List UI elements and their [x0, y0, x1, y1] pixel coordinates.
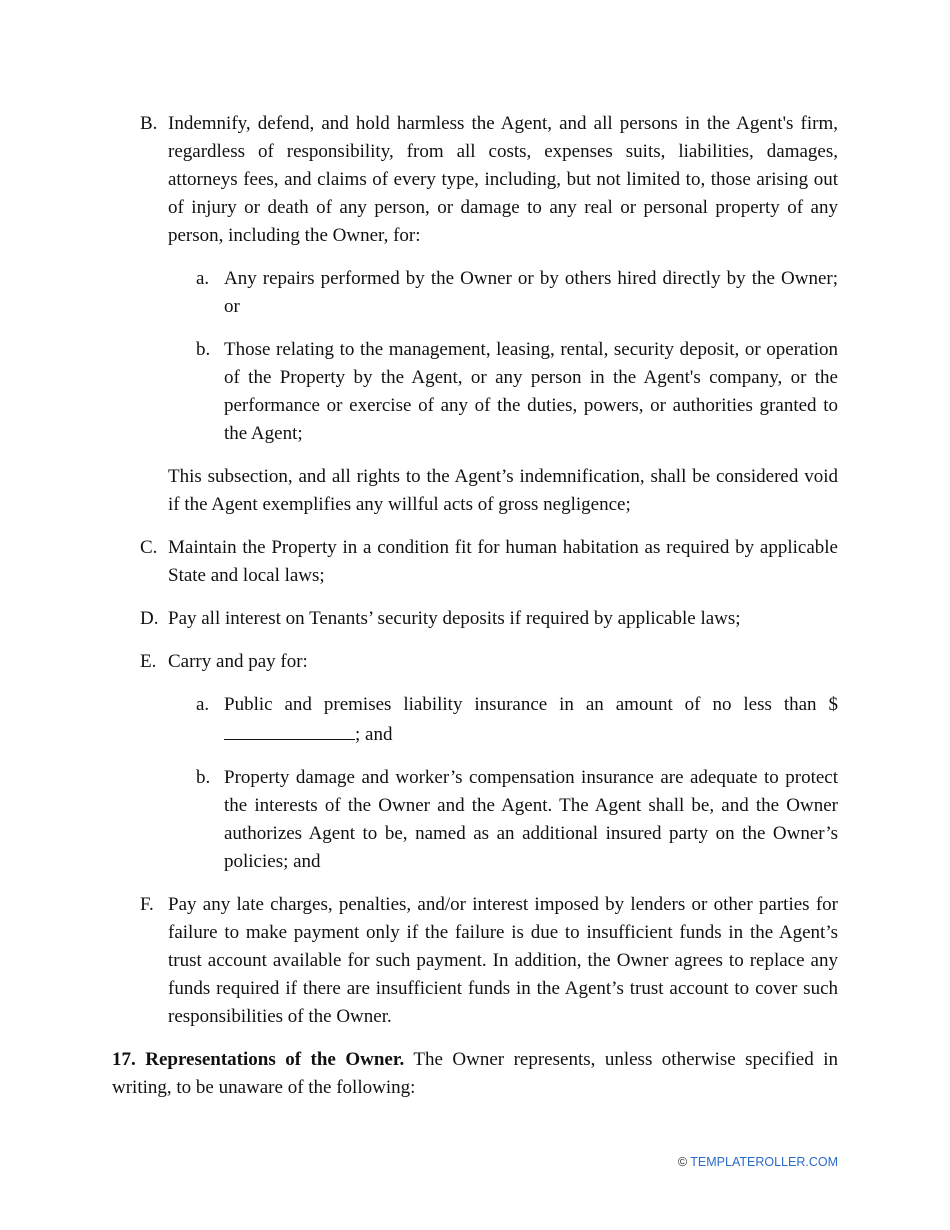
clause-c — [112, 534, 838, 590]
clause-e-sub-a-suffix: ; and — [355, 724, 393, 745]
clause-b-sub-a — [112, 265, 838, 321]
document-body — [112, 110, 838, 1102]
clause-e-sub-a-marker: a. — [196, 694, 210, 715]
clause-e-sub-b-text: Property damage and worker’s compensation insurance are adequate to protect the interests of the Owner and the Agent. The Agent shall be, and the Owner authorizes Agent to be, named as an additional insured party on the Owner’s policies; and — [224, 767, 838, 872]
clause-c-marker: C. — [140, 537, 158, 558]
clause-d — [112, 605, 838, 633]
clause-b-sub-a-text: Any repairs performed by the Owner or by others hired directly by the Owner; or — [224, 268, 838, 317]
clause-e-sub-b-marker: b. — [196, 767, 211, 788]
clause-f-marker: F. — [140, 894, 154, 915]
footer-watermark — [678, 1154, 838, 1170]
section-17 — [112, 1046, 838, 1102]
section-17-text: The Owner represents, unless otherwise specified in writing, to be unaware of the following: — [112, 1049, 838, 1098]
currency-symbol: $ — [828, 694, 838, 715]
clause-b-note: This subsection, and all rights to the Agent’s indemnification, shall be considered void if the Agent exemplifies any willful acts of gross negligence; — [168, 466, 838, 515]
clause-b-text: Indemnify, defend, and hold harmless the Agent, and all persons in the Agent's firm, regardless of responsibility, from all costs, expenses suits, liabilities, damages, attorneys fees, and claims of every type, including, but not limited to, those arising out of injury or death of any person, or damage to any real or personal property of any person, including the Owner, for: — [168, 113, 838, 246]
clause-e — [112, 648, 838, 676]
clause-e-sub-a — [112, 691, 838, 749]
clause-e-sub-b — [112, 764, 838, 876]
clause-d-text: Pay all interest on Tenants’ security deposits if required by applicable laws; — [168, 608, 741, 629]
copyright-symbol: © — [677, 1155, 688, 1169]
clause-e-sub-a-body: Public and premises liability insurance in an amount of no less than — [224, 694, 817, 715]
templateroller-link[interactable]: TEMPLATEROLLER.COM — [690, 1155, 838, 1169]
clause-e-sub-a-text — [224, 691, 838, 749]
clause-b-sub-b-marker: b. — [196, 339, 211, 360]
clause-b-marker: B. — [140, 113, 158, 134]
clause-d-marker: D. — [140, 608, 159, 629]
clause-b-sub-b — [112, 336, 838, 448]
clause-b-sub-b-text: Those relating to the management, leasing, rental, security deposit, or operation of the Property by the Agent, or any person in the Agent's company, or the performance or exercise of any of the duties, powers, or authorities granted to the Agent; — [224, 339, 838, 444]
clause-e-marker: E. — [140, 651, 157, 672]
clause-b — [112, 110, 838, 250]
section-17-heading: 17. Representations of the Owner. — [112, 1049, 405, 1070]
clause-f — [112, 891, 838, 1031]
clause-b-sub-a-marker: a. — [196, 268, 210, 289]
clause-c-text: Maintain the Property in a condition fit for human habitation as required by applicable State and local laws; — [168, 537, 838, 586]
clause-e-text: Carry and pay for: — [168, 651, 308, 672]
insurance-amount-blank[interactable] — [224, 719, 355, 740]
clause-f-text: Pay any late charges, penalties, and/or interest imposed by lenders or other parties for failure to make payment only if the failure is due to insufficient funds in the Agent’s trust account available for such payment. In addition, the Owner agrees to replace any funds required if there are insufficient funds in the Agent’s trust account to cover such responsibilities of the Owner. — [168, 894, 838, 1027]
